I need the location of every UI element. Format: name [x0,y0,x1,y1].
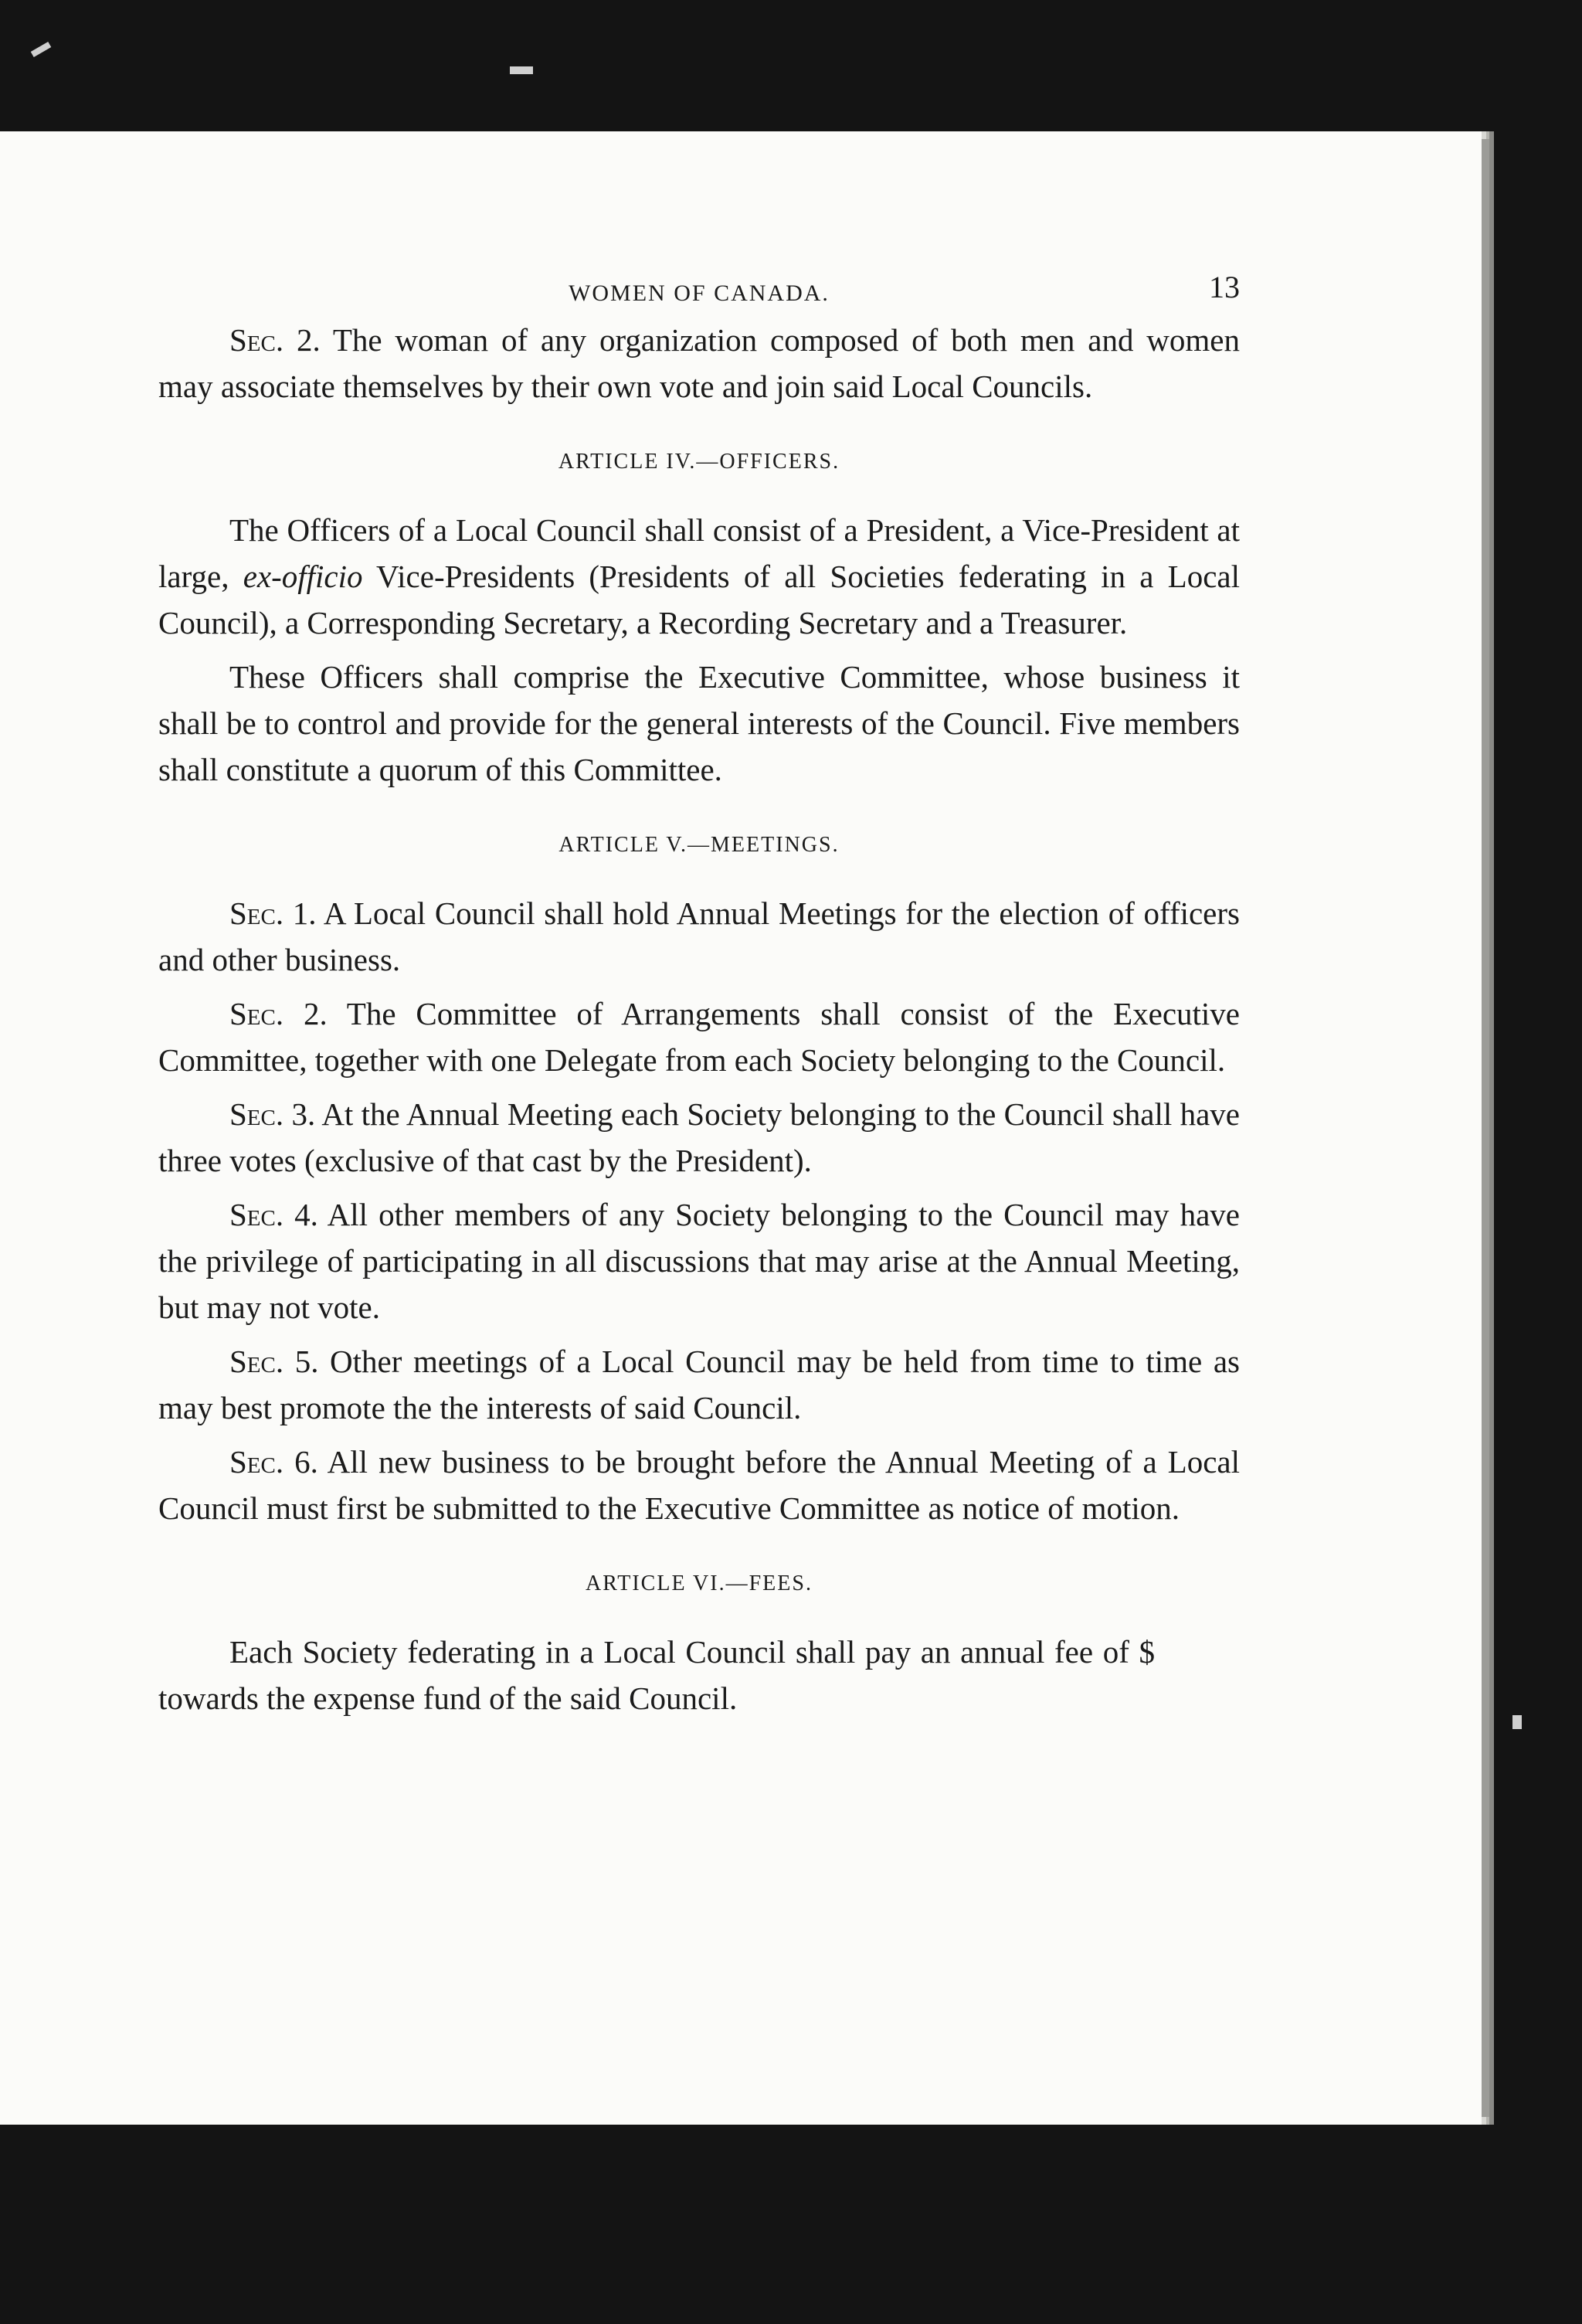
paragraph-text: Each Society federating in a Local Council shall pay an annual fee of $ [229,1634,1155,1670]
paragraph-officers [158,507,1240,646]
paragraph-text: The woman of any organization composed of both men and women may associate themselves by their own vote and join said Local Councils. [158,322,1240,404]
scan-speck [1512,1715,1522,1729]
paragraph-text: The Committee of Arrangements shall consist of the Executive Committee, together with one Delegate from each Society belonging to the Council. [158,996,1241,1078]
page-edge [1482,139,1489,2117]
paragraph-sec-6-new-business [158,1439,1240,1531]
paragraph-text: All other members of any Society belonging to the Council may have the privilege of participating in all discussions that may arise at the Annual Meeting, but may not vote. [158,1197,1240,1325]
scan-speck [31,42,52,57]
article-iv-heading: ARTICLE IV.—OFFICERS. [558,450,840,474]
scan-speck [510,66,533,74]
paragraph-sec-2-membership [158,317,1240,409]
paragraph-text: Vice-Presidents (Presidents of all Societies federating in a Local Council), a Corresponding Secretary, a Recording Secretary and a Treasurer. [158,559,1241,640]
article-v-heading: ARTICLE V.—MEETINGS. [558,833,840,857]
paragraph-sec-2-arrangements [158,990,1240,1083]
section-label: Sec. 6. [229,1444,318,1480]
paragraph-text: The Officers of a Local Council shall consist of a President, a Vice-President at large, [158,512,1240,594]
page-text [158,255,1240,1721]
article-vi-heading: ARTICLE VI.—FEES. [586,1571,813,1595]
paragraph-text: At the Annual Meeting each Society belonging to the Council shall have three votes (exclusive of that cast by the President). [158,1096,1240,1178]
paragraph-sec-3-votes [158,1091,1240,1184]
section-label: Sec. 3. [229,1096,316,1132]
paragraph-text: These Officers shall comprise the Executive Committee, whose business it shall be to control and provide for the general interests of the Council. Five members shall constitute a quorum of this Committee. [158,659,1240,787]
paragraph-text: towards the expense fund of the said Council. [158,1680,738,1716]
italic-term: ex-officio [243,559,363,594]
paragraph-fees [158,1629,1240,1721]
section-label: Sec. 2. [229,996,328,1031]
paragraph-text: Other meetings of a Local Council may be held from time to time as may best promote the the interests of said Council. [158,1344,1240,1425]
section-label: Sec. 2. [229,322,321,358]
paragraph-sec-1-annual-meetings [158,890,1240,983]
paragraph-text: A Local Council shall hold Annual Meetings for the election of officers and other business. [158,895,1240,977]
section-label: Sec. 4. [229,1197,318,1232]
paragraph-sec-5-other-meetings [158,1338,1240,1431]
paragraph-executive-committee [158,654,1240,793]
running-title: WOMEN OF CANADA. [569,280,830,306]
section-label: Sec. 5. [229,1344,319,1379]
paragraph-text: All new business to be brought before the Annual Meeting of a Local Council must first be submitted to the Executive Committee as notice of motion. [158,1444,1240,1526]
section-label: Sec. 1. [229,895,317,931]
page-number: 13 [1209,270,1240,304]
paragraph-sec-4-members [158,1191,1240,1330]
running-head [158,255,1240,317]
